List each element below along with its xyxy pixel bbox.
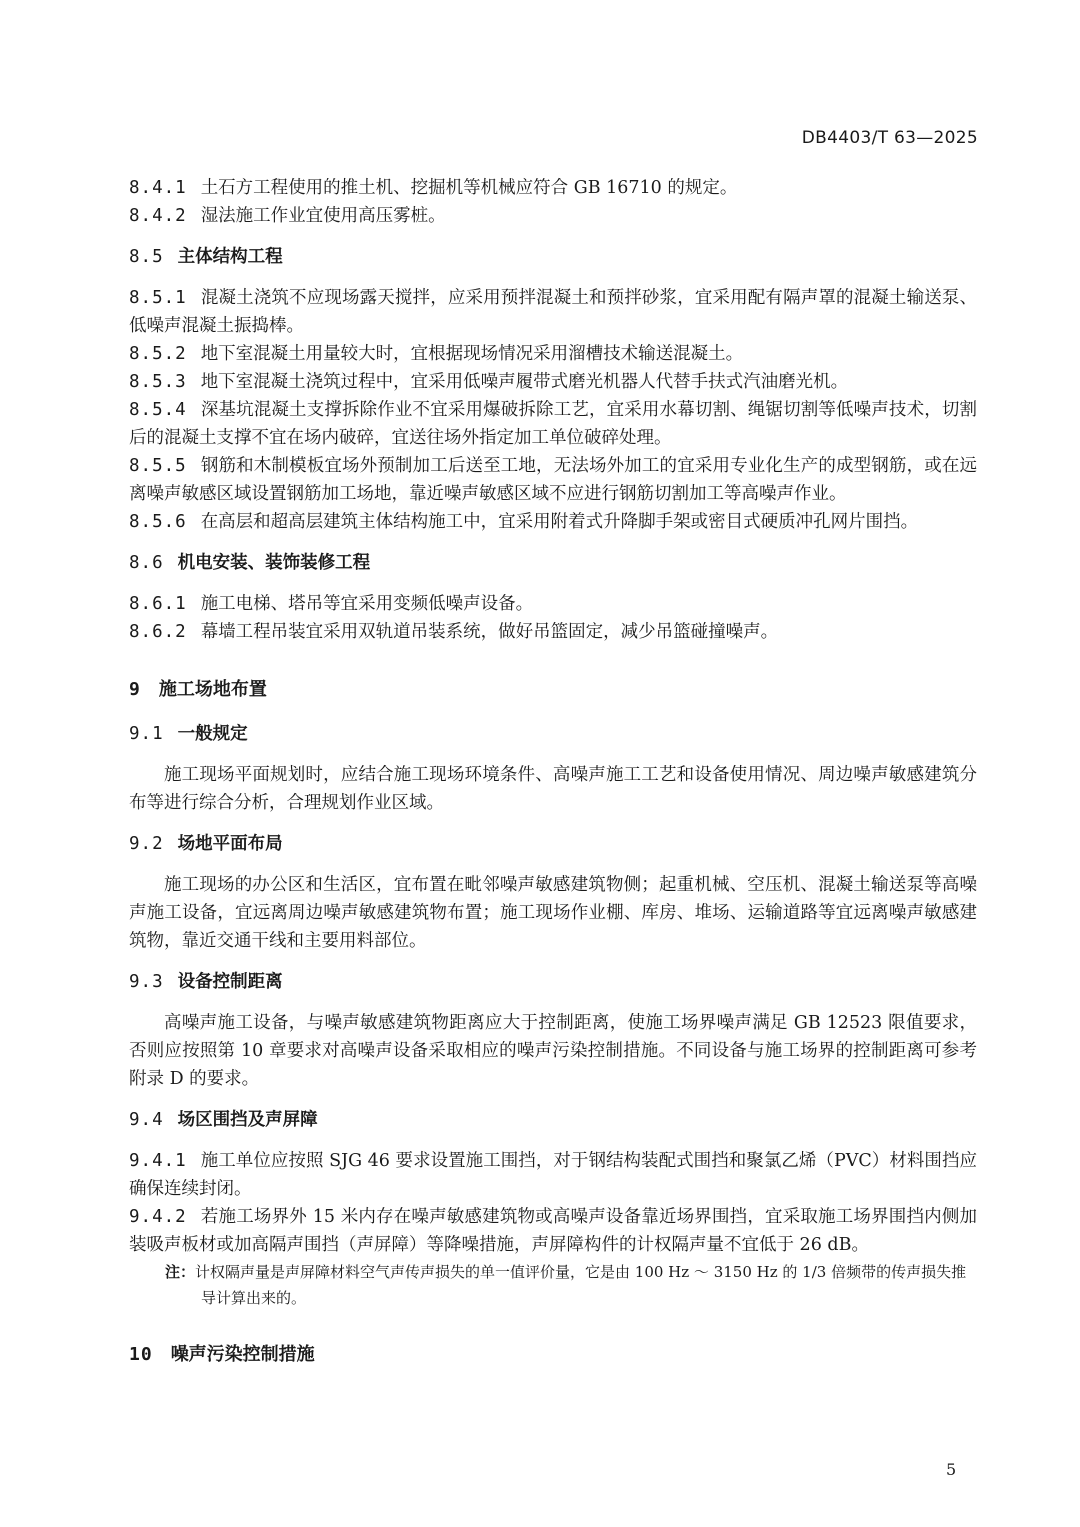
clause-text: 若施工场界外 15 米内存在噪声敏感建筑物或高噪声设备靠近场界围挡，宜采取施工场界围挡内侧加装吸声板材或加高隔声围挡（声屏障）等降噪措施，声屏障构件的计权隔声量不宜低于 26 dB。 — [129, 1207, 977, 1255]
section-heading-8-6 — [129, 549, 977, 577]
clause-8-5-4 — [129, 396, 977, 452]
note-label: 注： — [165, 1263, 196, 1281]
page-number: 5 — [946, 1460, 957, 1479]
clause-text: 施工电梯、塔吊等宜采用变频低噪声设备。 — [200, 594, 534, 614]
section-number: 9.4 — [129, 1110, 164, 1130]
clause-8-6-1 — [129, 590, 977, 618]
paragraph-9-3: 高噪声施工设备，与噪声敏感建筑物距离应大于控制距离，使施工场界噪声满足 GB 12523 限值要求，否则应按照第 10 章要求对高噪声设备采取相应的噪声污染控制措施。不同设备与施工场界的控制距离可参考附录 D 的要求。 — [129, 1013, 977, 1089]
chapter-number: 9 — [129, 679, 141, 700]
clause-8-5-1 — [129, 284, 977, 340]
clause-8-4-2 — [129, 202, 977, 230]
clause-number: 8.5.3 — [129, 372, 187, 392]
clause-8-4-1 — [129, 174, 977, 202]
clause-number: 8.5.4 — [129, 400, 187, 420]
document-code: DB4403/T 63—2025 — [801, 128, 978, 148]
clause-text: 在高层和超高层建筑主体结构施工中，宜采用附着式升降脚手架或密目式硬质冲孔网片围挡。 — [200, 512, 919, 532]
chapter-heading-10 — [129, 1341, 977, 1369]
paragraph-9-1: 施工现场平面规划时，应结合施工现场环境条件、高噪声施工工艺和设备使用情况、周边噪声敏感建筑分布等进行综合分析，合理规划作业区域。 — [129, 765, 977, 813]
clause-number: 8.6.2 — [129, 622, 187, 642]
section-title: 场地平面布局 — [177, 834, 283, 854]
clause-number: 8.5.6 — [129, 512, 187, 532]
section-number: 9.2 — [129, 834, 164, 854]
clause-text: 钢筋和木制模板宜场外预制加工后送至工地，无法场外加工的宜采用专业化生产的成型钢筋，或在远离噪声敏感区域设置钢筋加工场地，靠近噪声敏感区域不应进行钢筋切割加工等高噪声作业。 — [129, 456, 977, 504]
paragraph-9-2: 施工现场的办公区和生活区，宜布置在毗邻噪声敏感建筑物侧；起重机械、空压机、混凝土输送泵等高噪声施工设备，宜远离周边噪声敏感建筑物布置；施工现场作业棚、库房、堆场、运输道路等宜远离噪声敏感建筑物，靠近交通干线和主要用料部位。 — [129, 875, 977, 951]
section-number: 8.5 — [129, 247, 164, 267]
chapter-number: 10 — [129, 1344, 153, 1365]
clause-text: 地下室混凝土用量较大时，宜根据现场情况采用溜槽技术输送混凝土。 — [200, 344, 744, 364]
clause-text: 土石方工程使用的推土机、挖掘机等机械应符合 GB 16710 的规定。 — [200, 178, 738, 198]
clause-text: 地下室混凝土浇筑过程中，宜采用低噪声履带式磨光机器人代替手扶式汽油磨光机。 — [200, 372, 849, 392]
section-heading-9-4 — [129, 1106, 977, 1134]
section-heading-9-3 — [129, 968, 977, 996]
clause-number: 8.5.2 — [129, 344, 187, 364]
clause-text: 深基坑混凝土支撑拆除作业不宜采用爆破拆除工艺，宜采用水幕切割、绳锯切割等低噪声技术，切割后的混凝土支撑不宜在场内破碎，宜送往场外指定加工单位破碎处理。 — [129, 400, 977, 448]
clause-8-6-2 — [129, 618, 977, 646]
clause-8-5-3 — [129, 368, 977, 396]
clause-number: 8.4.2 — [129, 206, 187, 226]
chapter-title: 噪声污染控制措施 — [170, 1344, 315, 1365]
document-body — [129, 174, 977, 1369]
clause-8-5-5 — [129, 452, 977, 508]
section-title: 设备控制距离 — [177, 972, 283, 992]
section-heading-9-1 — [129, 720, 977, 748]
section-title: 场区围挡及声屏障 — [177, 1110, 318, 1130]
chapter-title: 施工场地布置 — [158, 679, 267, 700]
section-number: 9.1 — [129, 724, 164, 744]
section-title: 主体结构工程 — [177, 247, 283, 267]
chapter-heading-9 — [129, 676, 977, 704]
clause-8-5-6 — [129, 508, 977, 536]
clause-number: 8.6.1 — [129, 594, 187, 614]
clause-number: 8.4.1 — [129, 178, 187, 198]
section-title: 一般规定 — [177, 724, 248, 744]
clause-number: 9.4.1 — [129, 1151, 187, 1171]
section-heading-8-5 — [129, 243, 977, 271]
clause-number: 9.4.2 — [129, 1207, 187, 1227]
clause-9-4-2 — [129, 1203, 977, 1259]
note-text: 计权隔声量是声屏障材料空气声传声损失的单一值评价量，它是由 100 Hz ～ 3150 Hz 的 1/3 倍频带的传声损失推导计算出来的。 — [195, 1263, 967, 1307]
clause-8-5-2 — [129, 340, 977, 368]
clause-number: 8.5.1 — [129, 288, 187, 308]
clause-9-4-1 — [129, 1147, 977, 1203]
section-title: 机电安装、装饰装修工程 — [177, 553, 371, 573]
clause-number: 8.5.5 — [129, 456, 187, 476]
clause-text: 混凝土浇筑不应现场露天搅拌，应采用预拌混凝土和预拌砂浆，宜采用配有隔声罩的混凝土输送泵、低噪声混凝土振捣棒。 — [129, 288, 977, 336]
clause-text: 施工单位应按照 SJG 46 要求设置施工围挡，对于钢结构装配式围挡和聚氯乙烯（PVC）材料围挡应确保连续封闭。 — [129, 1151, 977, 1199]
section-number: 8.6 — [129, 553, 164, 573]
clause-text: 湿法施工作业宜使用高压雾桩。 — [200, 206, 446, 226]
section-heading-9-2 — [129, 830, 977, 858]
note-9-4-2 — [165, 1259, 977, 1311]
section-number: 9.3 — [129, 972, 164, 992]
clause-text: 幕墙工程吊装宜采用双轨道吊装系统，做好吊篮固定，减少吊篮碰撞噪声。 — [200, 622, 779, 642]
